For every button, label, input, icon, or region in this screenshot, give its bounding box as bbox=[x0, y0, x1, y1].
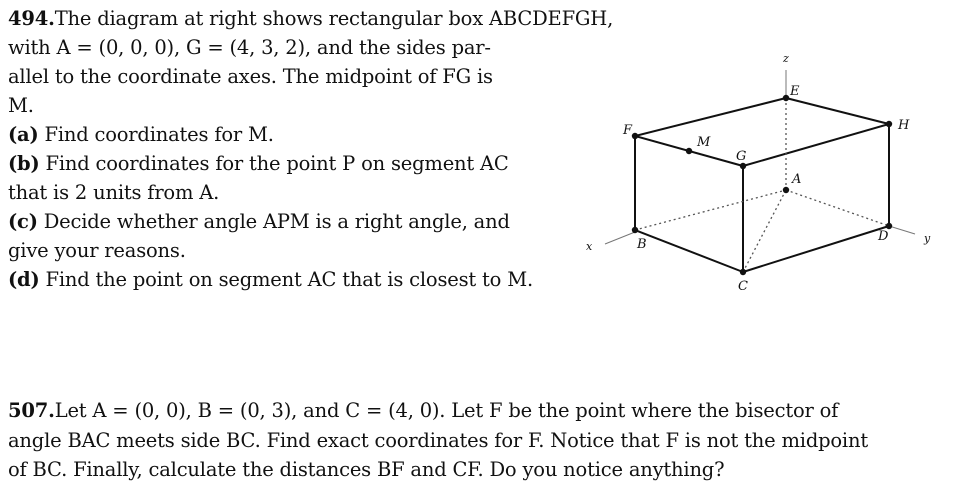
edge-AD bbox=[786, 190, 889, 226]
label-x: x bbox=[586, 240, 593, 253]
dot-B bbox=[632, 227, 638, 233]
label-D: D bbox=[878, 229, 889, 244]
p494-part-d: (d) Find the point on segment AC that is closest to M. bbox=[8, 268, 533, 291]
label-M: M bbox=[697, 135, 711, 150]
label-B: B bbox=[637, 237, 647, 252]
y-axis bbox=[889, 226, 915, 234]
p494-line-1: 494.The diagram at right shows rectangular box ABCDEFGH, bbox=[8, 7, 614, 30]
p507-line-1: 507.Let A = (0, 0), B = (0, 3), and C = (4, 0). Let F be the point where the bisector of bbox=[8, 399, 839, 422]
p494-part-b-cont: that is 2 units from A. bbox=[8, 181, 220, 204]
edge-BC bbox=[635, 230, 743, 272]
p494-line-2: with A = (0, 0, 0), G = (4, 3, 2), and the sides par- bbox=[8, 36, 491, 59]
p494-part-a: (a) Find coordinates for M. bbox=[8, 123, 274, 146]
dot-A bbox=[783, 187, 789, 193]
label-A: A bbox=[792, 172, 802, 187]
label-F: F bbox=[623, 123, 633, 138]
p494-number: 494. bbox=[8, 7, 55, 30]
x-axis bbox=[605, 232, 635, 244]
edge-BA bbox=[635, 190, 786, 230]
label-G: G bbox=[736, 149, 747, 164]
part-b-label: (b) bbox=[8, 152, 40, 175]
p507-line-2: angle BAC meets side BC. Find exact coordinates for F. Notice that F is not the midpoint bbox=[8, 428, 868, 452]
p507-number: 507. bbox=[8, 399, 55, 422]
part-d-label: (d) bbox=[8, 268, 40, 291]
p494-part-b: (b) Find coordinates for the point P on segment AC bbox=[8, 152, 509, 175]
label-y: y bbox=[924, 232, 931, 245]
vertex-dots bbox=[632, 95, 892, 275]
dot-H bbox=[886, 121, 892, 127]
p494-line-4: M. bbox=[8, 94, 34, 117]
axes bbox=[605, 70, 915, 244]
edge-GH bbox=[743, 124, 889, 166]
label-C: C bbox=[738, 279, 748, 294]
dot-M bbox=[686, 148, 692, 154]
p507-line-3: of BC. Finally, calculate the distances BF and CF. Do you notice anything? bbox=[8, 458, 725, 481]
p494-part-c: (c) Decide whether angle APM is a right angle, and bbox=[8, 210, 510, 233]
part-a-label: (a) bbox=[8, 123, 39, 146]
box-hidden-edges bbox=[635, 98, 889, 272]
box-solid-edges bbox=[635, 98, 889, 272]
p494-line-3: allel to the coordinate axes. The midpoint of FG is bbox=[8, 65, 493, 88]
dot-F bbox=[632, 133, 638, 139]
edge-EH bbox=[786, 98, 889, 124]
label-H: H bbox=[898, 118, 910, 133]
dot-C bbox=[740, 269, 746, 275]
edge-CD bbox=[743, 226, 889, 272]
edge-FE bbox=[635, 98, 786, 136]
label-z: z bbox=[783, 52, 789, 65]
vertex-labels bbox=[586, 52, 931, 294]
part-c-label: (c) bbox=[8, 210, 38, 233]
box-diagram bbox=[575, 40, 955, 300]
dot-E bbox=[783, 95, 789, 101]
label-E: E bbox=[790, 84, 800, 99]
p494-part-c-cont: give your reasons. bbox=[8, 239, 186, 262]
